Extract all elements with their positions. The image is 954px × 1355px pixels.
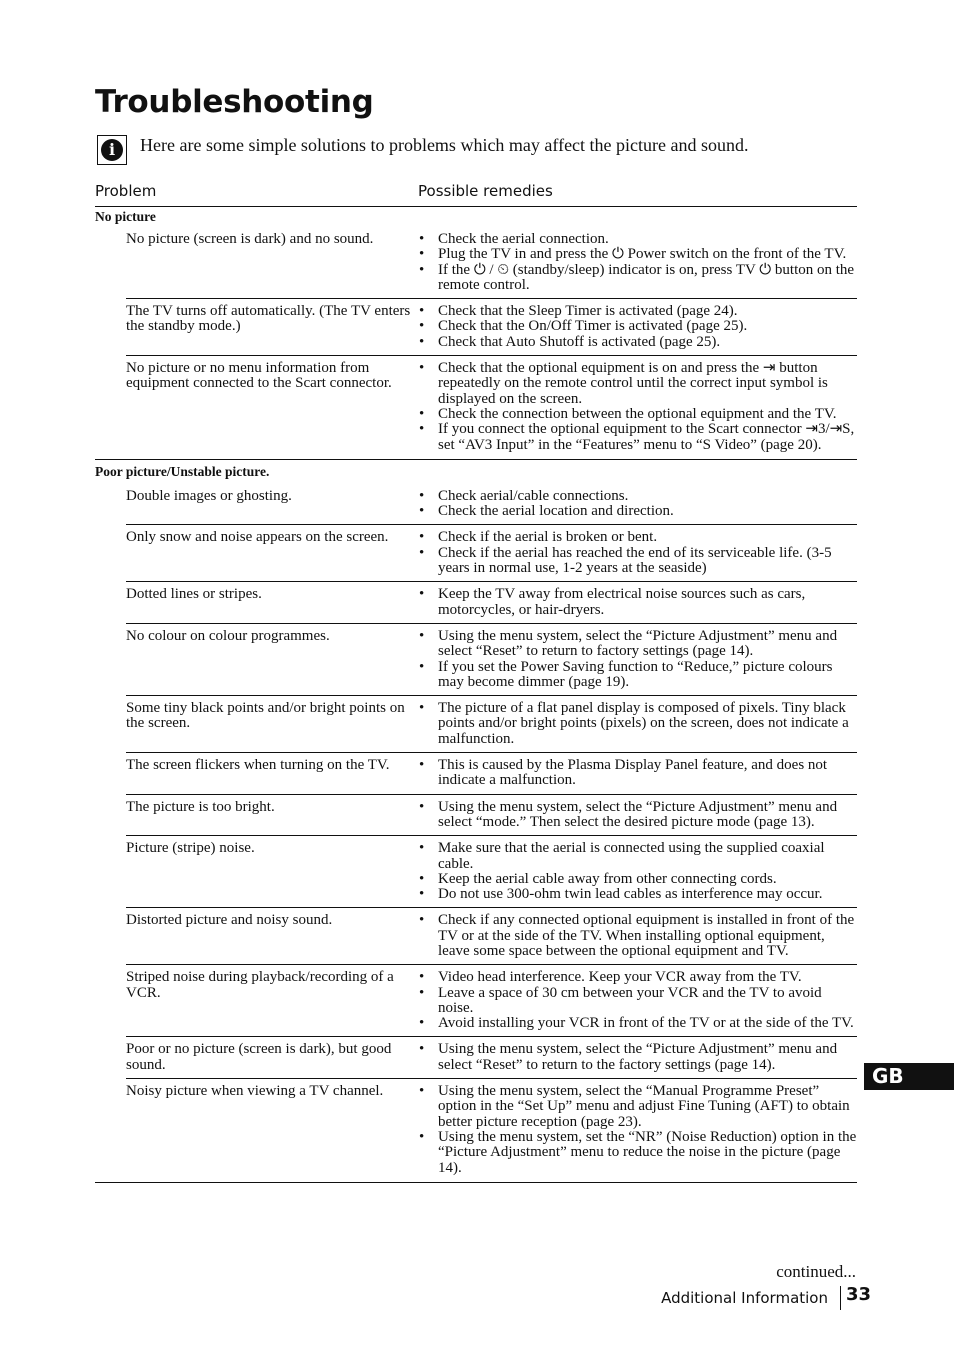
remedies-list — [418, 232, 857, 293]
remedy-item: • Keep the aerial cable away from other connecting cords. — [418, 872, 857, 887]
remedy-item: • Using the menu system, set the “NR” (Noise Reduction) option in the “Picture Adjustment” menu to reduce the noise in the picture (page 14). — [418, 1130, 857, 1176]
remedy-item: • This is caused by the Plasma Display Panel feature, and does not indicate a malfunction. — [418, 758, 857, 789]
remedy-item: • Plug the TV in and press the ⏻ Power switch on the front of the TV. — [418, 247, 857, 262]
table-row — [95, 1079, 857, 1183]
remedies-list — [418, 489, 857, 520]
table-row — [95, 228, 857, 299]
table-row — [95, 582, 857, 624]
remedy-item: • Using the menu system, select the “Picture Adjustment” menu and select “Reset” to return to the factory settings (page 14). — [418, 1042, 857, 1073]
remedy-item: • Check that the Sleep Timer is activated (page 24). — [418, 304, 857, 319]
remedy-item: • Check the connection between the optional equipment and the TV. — [418, 407, 857, 422]
remedies-list — [418, 530, 857, 576]
remedy-item: • If you set the Power Saving function to “Reduce,” picture colours may become dimmer (page 19). — [418, 660, 857, 691]
table-row — [95, 836, 857, 908]
remedies-list — [418, 841, 857, 902]
problem-cell: The TV turns off automatically. (The TV enters the standby mode.) — [126, 303, 411, 335]
table-row — [95, 908, 857, 965]
remedy-item: • Video head interference. Keep your VCR away from the TV. — [418, 970, 857, 985]
problem-cell: Striped noise during playback/recording of a VCR. — [126, 969, 394, 1001]
problem-cell: Distorted picture and noisy sound. — [126, 912, 333, 929]
table-row — [95, 753, 857, 795]
table-row — [95, 525, 857, 582]
table-row — [95, 1037, 857, 1079]
table-row — [95, 795, 857, 837]
remedy-item: • Check aerial/cable connections. — [418, 489, 857, 504]
remedies-list — [418, 1084, 857, 1176]
remedy-item: • Check that the On/Off Timer is activated (page 25). — [418, 319, 857, 334]
remedy-item: • Using the menu system, select the “Picture Adjustment” menu and select “Reset” to return to factory settings (page 14). — [418, 629, 857, 660]
table-row — [95, 696, 857, 753]
problem-cell: No picture or no menu information from equipment connected to the Scart connector. — [126, 360, 392, 392]
table-row — [95, 299, 857, 356]
section-heading: No picture — [95, 209, 156, 224]
remedy-item: • Using the menu system, select the “Picture Adjustment” menu and select “mode.” Then select the desired picture mode (page 13). — [418, 800, 857, 831]
remedies-list — [418, 361, 857, 453]
table-row — [95, 485, 857, 526]
problem-cell: Double images or ghosting. — [126, 487, 292, 504]
remedy-item: • If you connect the optional equipment to the Scart connector ⇥3/⇥S, set “AV3 Input” in the “Features” menu to “S Video” (page 20). — [418, 422, 857, 453]
remedies-column-header: Possible remedies — [418, 182, 553, 200]
continued-note: continued... — [776, 1262, 856, 1281]
table-row — [95, 624, 857, 696]
problem-cell: No picture (screen is dark) and no sound. — [126, 231, 374, 247]
remedies-list — [418, 970, 857, 1031]
section-heading: Poor picture/Unstable picture. — [95, 463, 270, 479]
problem-cell: Poor or no picture (screen is dark), but good sound. — [126, 1041, 392, 1073]
remedy-item: • Check that Auto Shutoff is activated (page 25). — [418, 335, 857, 350]
remedy-item: • Leave a space of 30 cm between your VCR and the TV to avoid noise. — [418, 986, 857, 1017]
remedies-list — [418, 587, 857, 618]
intro-text: Here are some simple solutions to problems which may affect the picture and sound. — [140, 135, 749, 155]
remedy-item: • If the ⏻ / ⏲ (standby/sleep) indicator is on, press TV ⏻ button on the remote control. — [418, 263, 857, 294]
page-title: Troubleshooting — [95, 84, 374, 120]
remedies-list — [418, 629, 857, 690]
problem-cell: The screen flickers when turning on the TV. — [126, 757, 390, 774]
problem-cell: Dotted lines or stripes. — [126, 586, 262, 603]
remedies-list — [418, 304, 857, 350]
remedies-list — [418, 701, 857, 747]
info-icon: i — [97, 135, 127, 165]
remedies-list — [418, 800, 857, 831]
remedy-item: • Check that the optional equipment is on and press the ⇥ button repeatedly on the remote control until the correct input symbol is displayed on the screen. — [418, 361, 857, 407]
troubleshooting-table — [95, 207, 857, 1183]
remedy-item: • Check the aerial connection. — [418, 232, 857, 247]
remedy-item: • Keep the TV away from electrical noise sources such as cars, motorcycles, or hair-dryers. — [418, 587, 857, 618]
remedy-item: • Make sure that the aerial is connected using the supplied coaxial cable. — [418, 841, 857, 872]
remedies-list — [418, 913, 857, 959]
remedy-item: • Do not use 300-ohm twin lead cables as interference may occur. — [418, 887, 857, 902]
remedies-list — [418, 1042, 857, 1073]
remedy-item: • Check the aerial location and direction. — [418, 504, 857, 519]
remedy-item: • Avoid installing your VCR in front of the TV or at the side of the TV. — [418, 1016, 857, 1031]
remedy-item: • Check if the aerial has reached the end of its serviceable life. (3-5 years in normal use, 1-2 years at the seaside) — [418, 546, 857, 577]
page-number: 33 — [846, 1284, 872, 1305]
problem-cell: The picture is too bright. — [126, 798, 275, 815]
table-row — [95, 356, 857, 460]
problem-cell: Only snow and noise appears on the screen. — [126, 529, 389, 546]
remedy-item: • Using the menu system, select the “Manual Programme Preset” option in the “Set Up” menu and adjust Fine Tuning (AFT) to obtain better picture reception (page 23). — [418, 1084, 857, 1130]
section-name: Additional Information — [661, 1289, 828, 1307]
problem-cell: Noisy picture when viewing a TV channel. — [126, 1083, 384, 1100]
remedies-list — [418, 758, 857, 789]
table-row — [95, 965, 857, 1037]
problem-cell: Some tiny black points and/or bright points on the screen. — [126, 700, 405, 732]
remedy-item: • The picture of a flat panel display is composed of pixels. Tiny black points and/or bright points (pixels) on the screen, does not indicate a malfunction. — [418, 701, 857, 747]
problem-cell: No colour on colour programmes. — [126, 627, 330, 644]
remedy-item: • Check if any connected optional equipment is installed in front of the TV or at the side of the TV. When installing optional equipment, leave some space between the optional equipment and TV. — [418, 913, 857, 959]
remedy-item: • Check if the aerial is broken or bent. — [418, 530, 857, 545]
problem-cell: Picture (stripe) noise. — [126, 840, 255, 857]
language-tab: GB — [864, 1063, 954, 1090]
page-divider — [840, 1286, 841, 1310]
problem-column-header: Problem — [95, 182, 157, 200]
